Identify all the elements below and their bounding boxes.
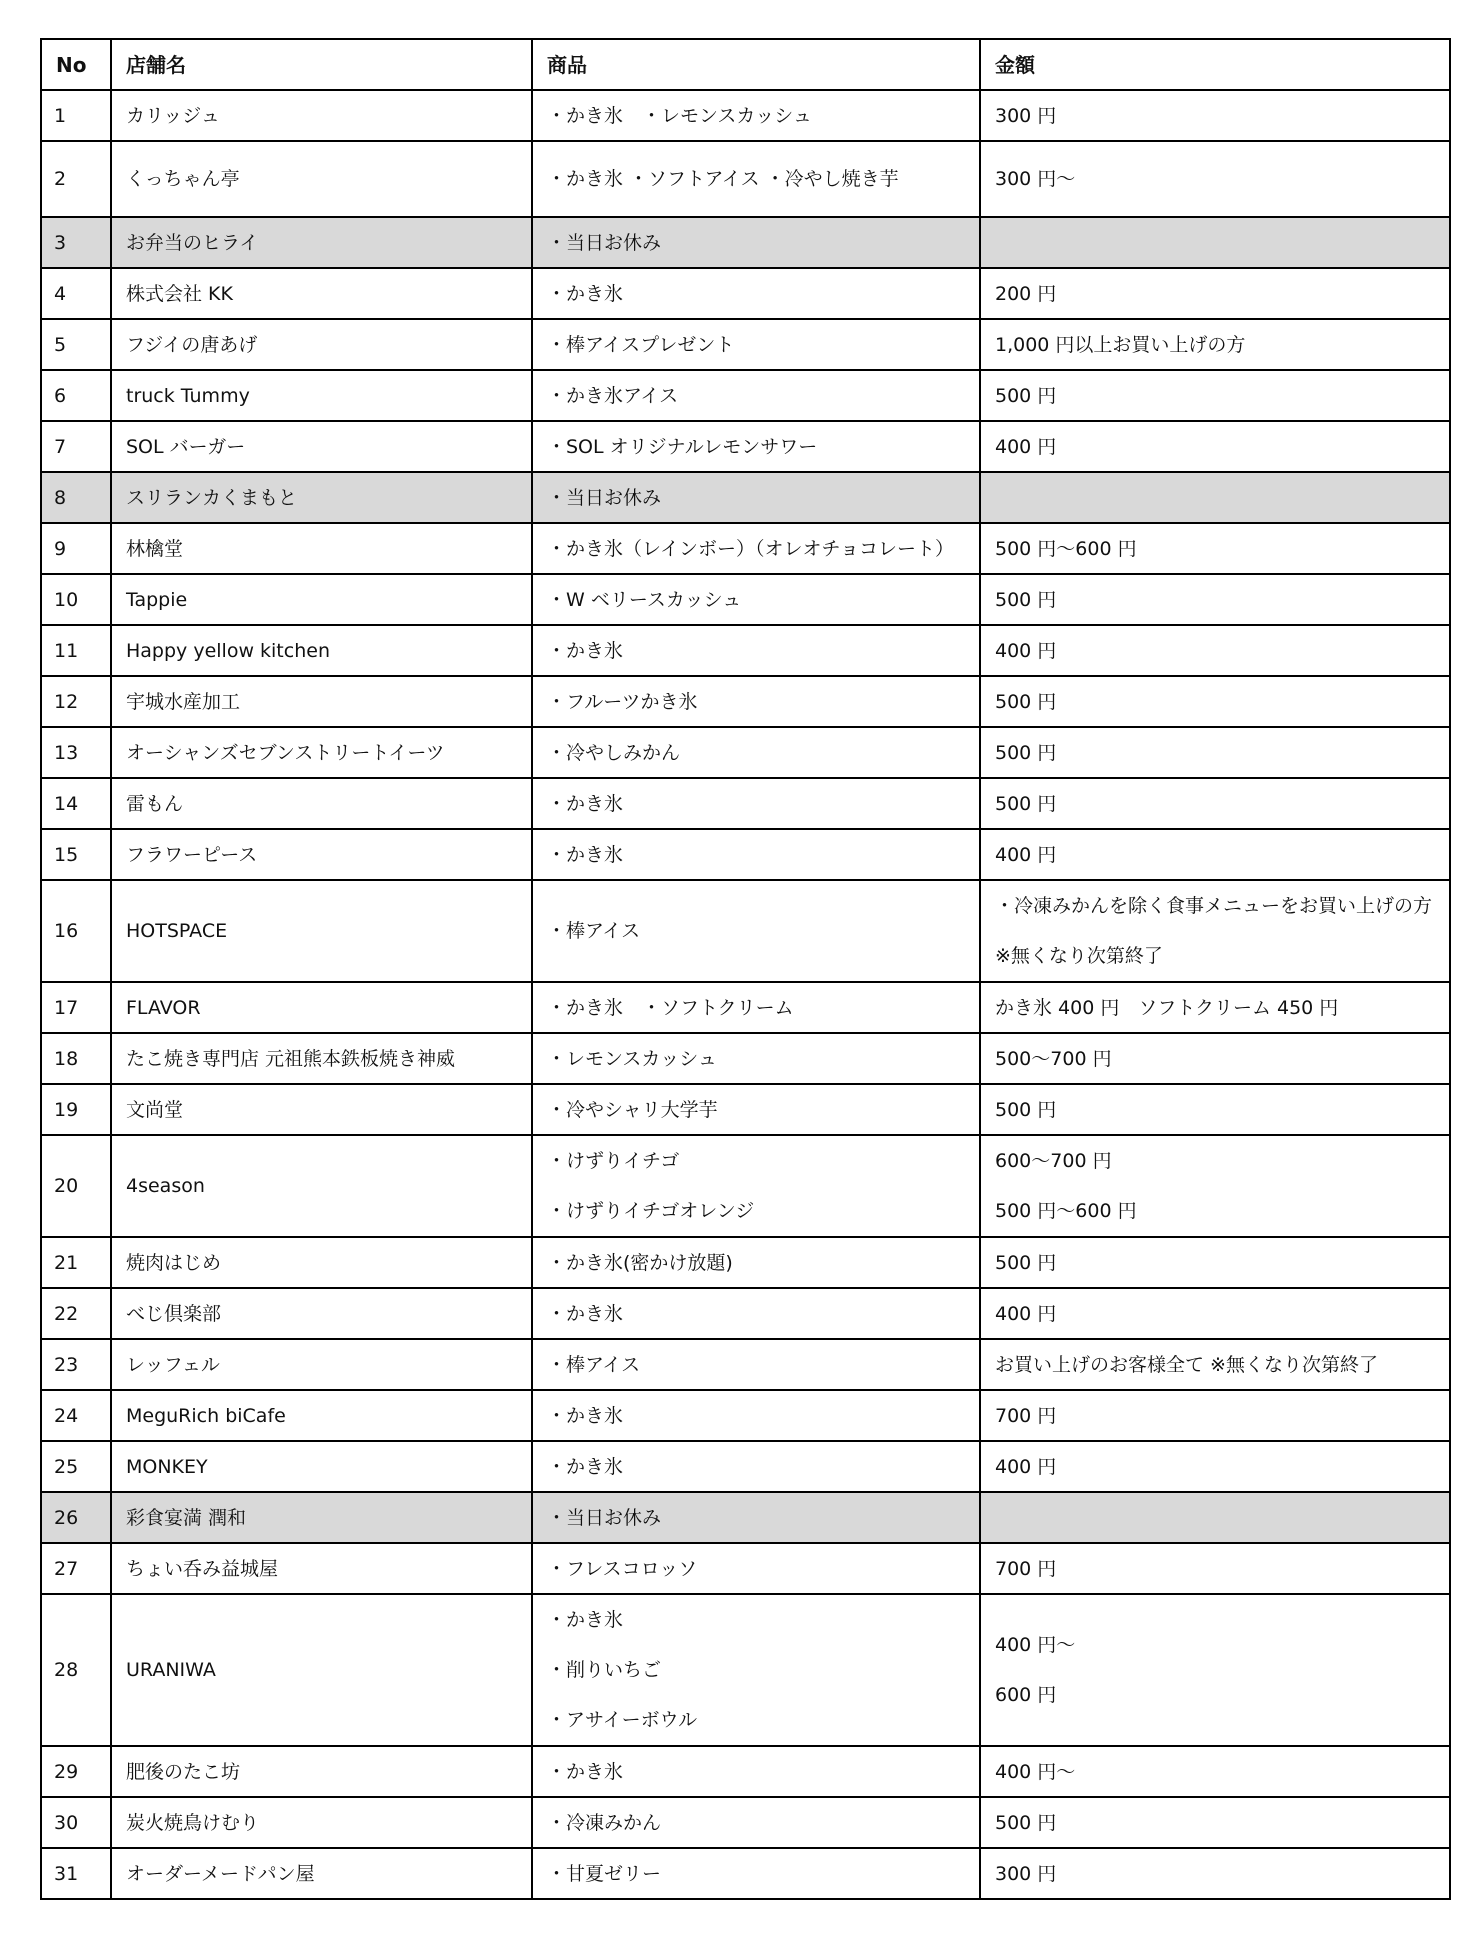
cell-shop-name: FLAVOR xyxy=(111,982,532,1033)
item-line: ・かき氷アイス xyxy=(547,384,679,407)
price-line: 400 円 xyxy=(995,435,1057,458)
cell-item xyxy=(532,1033,980,1084)
cell-shop-name: SOL バーガー xyxy=(111,421,532,472)
item-line: ・冷やシャリ大学芋 xyxy=(547,1098,718,1121)
cell-price xyxy=(980,880,1450,982)
table-row xyxy=(41,1390,1450,1441)
cell-price xyxy=(980,370,1450,421)
cell-price xyxy=(980,319,1450,370)
cell-price xyxy=(980,1594,1450,1746)
item-line: ・かき氷 xyxy=(547,792,624,815)
item-line: ・かき氷 xyxy=(547,1609,624,1631)
item-line: ・W ベリースカッシュ xyxy=(547,588,742,611)
cell-item xyxy=(532,141,980,217)
cell-shop-name: URANIWA xyxy=(111,1594,532,1746)
table-body xyxy=(41,90,1450,1899)
cell-item xyxy=(532,523,980,574)
table-row xyxy=(41,1797,1450,1848)
cell-item xyxy=(532,880,980,982)
cell-price xyxy=(980,1033,1450,1084)
table-row xyxy=(41,1135,1450,1237)
item-line: ・レモンスカッシュ xyxy=(547,1047,717,1070)
cell-no: 6 xyxy=(41,370,111,421)
cell-item xyxy=(532,727,980,778)
price-line: 200 円 xyxy=(995,282,1057,305)
price-line: 400 円 xyxy=(995,843,1057,866)
cell-no: 7 xyxy=(41,421,111,472)
price-line: かき氷 400 円 ソフトクリーム 450 円 xyxy=(995,996,1339,1019)
table-row xyxy=(41,1237,1450,1288)
cell-price xyxy=(980,1339,1450,1390)
cell-price xyxy=(980,1848,1450,1899)
cell-item xyxy=(532,625,980,676)
cell-price xyxy=(980,778,1450,829)
cell-no: 26 xyxy=(41,1492,111,1543)
cell-no: 5 xyxy=(41,319,111,370)
cell-no: 30 xyxy=(41,1797,111,1848)
cell-item xyxy=(532,90,980,141)
cell-no: 4 xyxy=(41,268,111,319)
cell-shop-name: スリランカくまもと xyxy=(111,472,532,523)
table-row xyxy=(41,319,1450,370)
cell-item xyxy=(532,1543,980,1594)
price-line: 400 円～ xyxy=(995,1760,1076,1783)
cell-shop-name: 炭火焼鳥けむり xyxy=(111,1797,532,1848)
cell-item xyxy=(532,829,980,880)
cell-item xyxy=(532,370,980,421)
cell-no: 17 xyxy=(41,982,111,1033)
cell-shop-name: Happy yellow kitchen xyxy=(111,625,532,676)
item-line: ・かき氷 xyxy=(547,1760,624,1783)
cell-item xyxy=(532,1594,980,1746)
cell-item xyxy=(532,1797,980,1848)
table-row xyxy=(41,574,1450,625)
price-line: 1,000 円以上お買い上げの方 xyxy=(995,333,1246,356)
price-line: お買い上げのお客様全て ※無くなり次第終了 xyxy=(995,1353,1378,1376)
item-line: ・けずりイチゴ xyxy=(547,1150,680,1172)
table-row xyxy=(41,1543,1450,1594)
cell-shop-name: MONKEY xyxy=(111,1441,532,1492)
price-line: 600～700 円 xyxy=(995,1150,1112,1172)
item-line: ・甘夏ゼリー xyxy=(547,1862,662,1885)
table-row xyxy=(41,370,1450,421)
cell-item xyxy=(532,574,980,625)
cell-shop-name: たこ焼き専門店 元祖熊本鉄板焼き神威 xyxy=(111,1033,532,1084)
cell-price xyxy=(980,829,1450,880)
cell-shop-name: ちょい呑み益城屋 xyxy=(111,1543,532,1594)
table-row xyxy=(41,268,1450,319)
item-line: ・かき氷 ・レモンスカッシュ xyxy=(547,104,812,127)
table-row xyxy=(41,1594,1450,1746)
cell-no: 21 xyxy=(41,1237,111,1288)
cell-shop-name: truck Tummy xyxy=(111,370,532,421)
item-line: ・削りいちご xyxy=(547,1659,662,1681)
header-shop-name: 店舗名 xyxy=(111,39,532,90)
header-price: 金額 xyxy=(980,39,1450,90)
cell-item xyxy=(532,1390,980,1441)
price-line: 700 円 xyxy=(995,1404,1057,1427)
item-line: ・当日お休み xyxy=(547,1506,662,1529)
cell-shop-name: 文尚堂 xyxy=(111,1084,532,1135)
cell-no: 27 xyxy=(41,1543,111,1594)
item-line: ・かき氷(密かけ放題) xyxy=(547,1251,733,1274)
cell-shop-name: フジイの唐あげ xyxy=(111,319,532,370)
cell-price xyxy=(980,472,1450,523)
cell-shop-name: 4season xyxy=(111,1135,532,1237)
table-row xyxy=(41,141,1450,217)
cell-price xyxy=(980,1390,1450,1441)
table-row-closed xyxy=(41,217,1450,268)
cell-no: 1 xyxy=(41,90,111,141)
item-line: ・冷凍みかん xyxy=(547,1811,662,1834)
cell-item xyxy=(532,1492,980,1543)
price-line: 500 円 xyxy=(995,741,1057,764)
cell-shop-name: HOTSPACE xyxy=(111,880,532,982)
header-no: No xyxy=(41,39,111,90)
cell-price xyxy=(980,727,1450,778)
table-row xyxy=(41,982,1450,1033)
price-line: 400 円 xyxy=(995,639,1057,662)
item-line: ・かき氷 xyxy=(547,1302,624,1325)
item-line: ・冷やしみかん xyxy=(547,741,681,764)
price-line: 500 円 xyxy=(995,1251,1057,1274)
cell-price xyxy=(980,625,1450,676)
price-line: 700 円 xyxy=(995,1557,1057,1580)
cell-price xyxy=(980,90,1450,141)
cell-price xyxy=(980,1135,1450,1237)
cell-no: 15 xyxy=(41,829,111,880)
cell-shop-name: 株式会社 KK xyxy=(111,268,532,319)
cell-no: 10 xyxy=(41,574,111,625)
cell-item xyxy=(532,1339,980,1390)
price-line: 500 円 xyxy=(995,1811,1057,1834)
item-line: ・当日お休み xyxy=(547,231,662,254)
cell-no: 12 xyxy=(41,676,111,727)
item-line: ・棒アイス xyxy=(547,920,641,942)
item-line: ・かき氷 ・ソフトアイス ・冷やし焼き芋 xyxy=(547,168,899,190)
cell-no: 16 xyxy=(41,880,111,982)
cell-item xyxy=(532,319,980,370)
cell-no: 14 xyxy=(41,778,111,829)
cell-price xyxy=(980,1492,1450,1543)
cell-no: 11 xyxy=(41,625,111,676)
price-line: 400 円 xyxy=(995,1455,1057,1478)
table-row xyxy=(41,1746,1450,1797)
price-line: 300 円 xyxy=(995,104,1057,127)
cell-shop-name: オーダーメードパン屋 xyxy=(111,1848,532,1899)
price-line: 500 円 xyxy=(995,384,1057,407)
cell-price xyxy=(980,268,1450,319)
cell-item xyxy=(532,778,980,829)
cell-no: 18 xyxy=(41,1033,111,1084)
cell-item xyxy=(532,982,980,1033)
cell-price xyxy=(980,1746,1450,1797)
cell-item xyxy=(532,421,980,472)
price-line: ※無くなり次第終了 xyxy=(995,945,1163,967)
price-line: 400 円 xyxy=(995,1302,1057,1325)
cell-no: 20 xyxy=(41,1135,111,1237)
cell-shop-name: カリッジュ xyxy=(111,90,532,141)
price-line: 500 円 xyxy=(995,1098,1057,1121)
cell-no: 31 xyxy=(41,1848,111,1899)
price-line: 600 円 xyxy=(995,1684,1057,1706)
table-row-closed xyxy=(41,1492,1450,1543)
cell-item xyxy=(532,1135,980,1237)
item-line: ・アサイーボウル xyxy=(547,1709,698,1731)
price-line: 400 円～ xyxy=(995,1634,1076,1656)
cell-no: 9 xyxy=(41,523,111,574)
cell-no: 28 xyxy=(41,1594,111,1746)
item-line: ・けずりイチゴオレンジ xyxy=(547,1200,755,1222)
table-row xyxy=(41,880,1450,982)
cell-no: 25 xyxy=(41,1441,111,1492)
cell-item xyxy=(532,1746,980,1797)
cell-shop-name: 彩食宴満 潤和 xyxy=(111,1492,532,1543)
item-line: ・棒アイスプレゼント xyxy=(547,333,735,356)
item-line: ・かき氷（レインボー）（オレオチョコレート） xyxy=(547,537,954,560)
cell-price xyxy=(980,141,1450,217)
cell-item xyxy=(532,1288,980,1339)
cell-shop-name: 宇城水産加工 xyxy=(111,676,532,727)
table-row xyxy=(41,523,1450,574)
cell-item xyxy=(532,472,980,523)
table-row-closed xyxy=(41,472,1450,523)
price-line: 500 円 xyxy=(995,690,1057,713)
cell-item xyxy=(532,1084,980,1135)
cell-no: 2 xyxy=(41,141,111,217)
cell-shop-name: 焼肉はじめ xyxy=(111,1237,532,1288)
cell-shop-name: べじ倶楽部 xyxy=(111,1288,532,1339)
cell-item xyxy=(532,1848,980,1899)
cell-no: 24 xyxy=(41,1390,111,1441)
cell-item xyxy=(532,676,980,727)
cell-shop-name: フラワーピース xyxy=(111,829,532,880)
table-row xyxy=(41,676,1450,727)
item-line: ・棒アイス xyxy=(547,1353,641,1376)
table-row xyxy=(41,421,1450,472)
price-line: 500 円 xyxy=(995,792,1057,815)
cell-price xyxy=(980,1543,1450,1594)
price-line: 500～700 円 xyxy=(995,1047,1112,1070)
cell-shop-name: くっちゃん亭 xyxy=(111,141,532,217)
cell-price xyxy=(980,982,1450,1033)
item-line: ・かき氷 xyxy=(547,639,624,662)
item-line: ・フレスコロッソ xyxy=(547,1557,698,1580)
cell-shop-name: 雷もん xyxy=(111,778,532,829)
cell-item xyxy=(532,1237,980,1288)
cell-no: 13 xyxy=(41,727,111,778)
table-row xyxy=(41,1033,1450,1084)
table-row xyxy=(41,90,1450,141)
cell-price xyxy=(980,523,1450,574)
cell-shop-name: オーシャンズセブンストリートイーツ xyxy=(111,727,532,778)
cell-shop-name: Tappie xyxy=(111,574,532,625)
cell-price xyxy=(980,217,1450,268)
cell-price xyxy=(980,1237,1450,1288)
table-row xyxy=(41,778,1450,829)
cell-no: 23 xyxy=(41,1339,111,1390)
cell-no: 19 xyxy=(41,1084,111,1135)
header-item: 商品 xyxy=(532,39,980,90)
table-row xyxy=(41,829,1450,880)
cell-no: 8 xyxy=(41,472,111,523)
item-line: ・SOL オリジナルレモンサワー xyxy=(547,435,818,458)
cell-price xyxy=(980,1441,1450,1492)
shop-menu-table xyxy=(40,38,1451,1900)
cell-price xyxy=(980,421,1450,472)
price-line: ・冷凍みかんを除く食事メニューをお買い上げの方 xyxy=(995,895,1433,917)
table-row xyxy=(41,727,1450,778)
cell-price xyxy=(980,676,1450,727)
item-line: ・フルーツかき氷 xyxy=(547,690,698,713)
item-line: ・かき氷 xyxy=(547,843,624,866)
item-line: ・かき氷 xyxy=(547,1455,624,1478)
price-line: 300 円～ xyxy=(995,168,1076,190)
cell-item xyxy=(532,217,980,268)
table-row xyxy=(41,1848,1450,1899)
table-row xyxy=(41,1084,1450,1135)
table-row xyxy=(41,1441,1450,1492)
cell-shop-name: お弁当のヒライ xyxy=(111,217,532,268)
item-line: ・かき氷 ・ソフトクリーム xyxy=(547,996,794,1019)
cell-shop-name: MeguRich biCafe xyxy=(111,1390,532,1441)
cell-shop-name: 肥後のたこ坊 xyxy=(111,1746,532,1797)
cell-item xyxy=(532,1441,980,1492)
cell-shop-name: 林檎堂 xyxy=(111,523,532,574)
price-line: 300 円 xyxy=(995,1862,1057,1885)
cell-no: 29 xyxy=(41,1746,111,1797)
table-row xyxy=(41,625,1450,676)
cell-item xyxy=(532,268,980,319)
table-row xyxy=(41,1288,1450,1339)
cell-no: 22 xyxy=(41,1288,111,1339)
cell-price xyxy=(980,1797,1450,1848)
price-line: 500 円～600 円 xyxy=(995,1200,1137,1222)
item-line: ・当日お休み xyxy=(547,486,662,509)
cell-shop-name: レッフェル xyxy=(111,1339,532,1390)
cell-price xyxy=(980,1084,1450,1135)
price-line: 500 円～600 円 xyxy=(995,537,1137,560)
item-line: ・かき氷 xyxy=(547,1404,624,1427)
table-row xyxy=(41,1339,1450,1390)
table-header-row xyxy=(41,39,1450,90)
price-line: 500 円 xyxy=(995,588,1057,611)
cell-no: 3 xyxy=(41,217,111,268)
cell-price xyxy=(980,1288,1450,1339)
cell-price xyxy=(980,574,1450,625)
item-line: ・かき氷 xyxy=(547,282,624,305)
